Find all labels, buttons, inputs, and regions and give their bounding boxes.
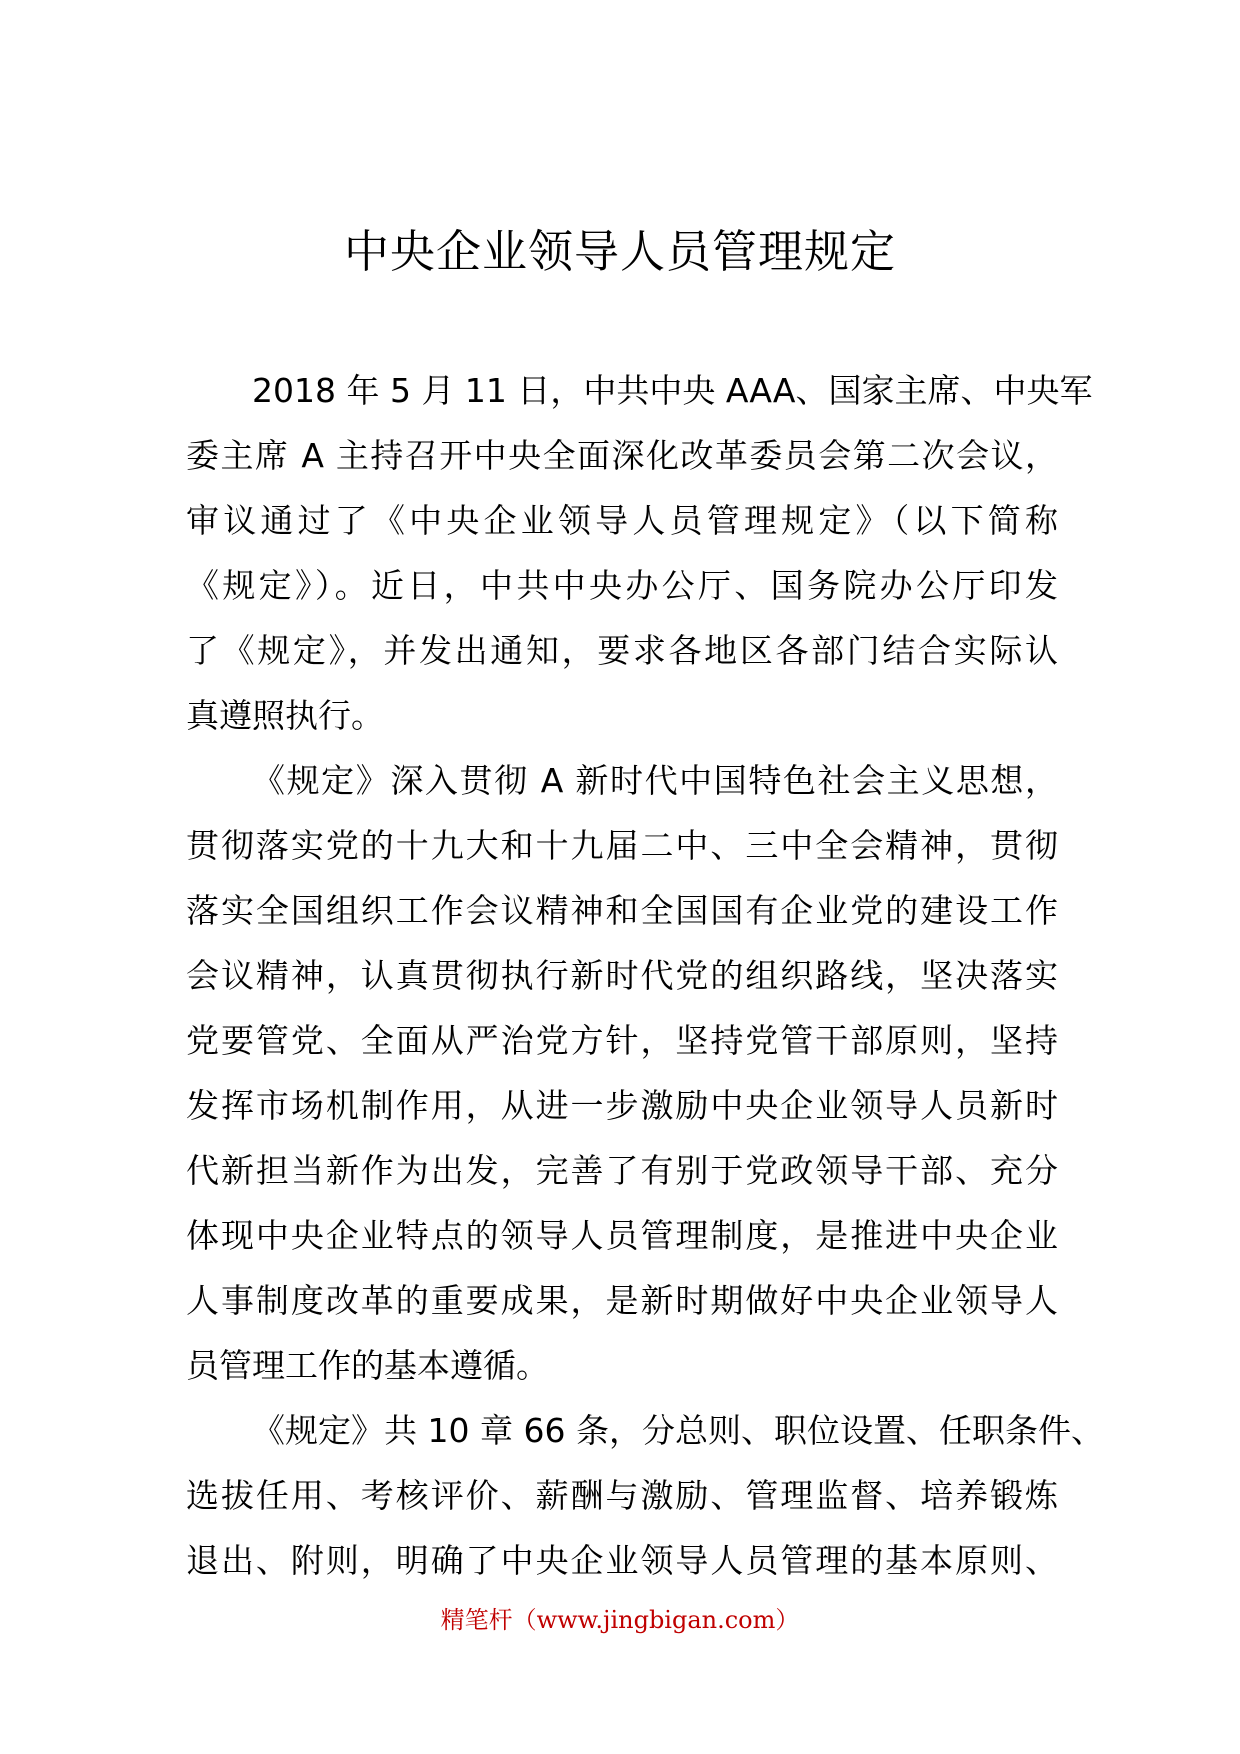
paragraph-2-line-4: 会议精神，认真贯彻执行新时代党的组织路线，坚决落实 (186, 956, 1058, 995)
paragraph-1-line-2: 委主席 A 主持召开中央全面深化改革委员会第二次会议， (186, 436, 1058, 475)
paragraph-3-line-1: 《规定》共 10 章 66 条，分总则、职位设置、任职条件、 (252, 1411, 1104, 1450)
paragraph-2-line-3: 落实全国组织工作会议精神和全国国有企业党的建设工作 (186, 891, 1058, 930)
paragraph-2-line-6: 发挥市场机制作用，从进一步激励中央企业领导人员新时 (186, 1086, 1058, 1125)
paragraph-2-line-8: 体现中央企业特点的领导人员管理制度，是推进中央企业 (186, 1216, 1058, 1255)
paragraph-1-line-5: 了《规定》，并发出通知，要求各地区各部门结合实际认 (186, 631, 1058, 670)
paragraph-2-line-1: 《规定》深入贯彻 A 新时代中国特色社会主义思想， (252, 761, 1058, 800)
document-title: 中央企业领导人员管理规定 (343, 225, 896, 278)
paragraph-1-line-1: 2018 年 5 月 11 日，中共中央 AAA、国家主席、中央军 (252, 371, 1093, 410)
paragraph-2-line-5: 党要管党、全面从严治党方针，坚持党管干部原则，坚持 (186, 1021, 1058, 1060)
paragraph-2-line-9: 人事制度改革的重要成果，是新时期做好中央企业领导人 (186, 1281, 1058, 1320)
paragraph-1-line-4: 《规定》）。近日，中共中央办公厅、国务院办公厅印发 (186, 566, 1058, 605)
paragraph-2-line-7: 代新担当新作为出发，完善了有别于党政领导干部、充分 (186, 1151, 1058, 1190)
paragraph-3-line-2: 选拔任用、考核评价、薪酬与激励、管理监督、培养锻炼 (186, 1476, 1058, 1515)
paragraph-2-line-10: 员管理工作的基本遵循。 (186, 1346, 549, 1385)
paragraph-2-line-2: 贯彻落实党的十九大和十九届二中、三中全会精神，贯彻 (186, 826, 1058, 865)
document-body (186, 358, 1104, 1593)
paragraph-3-line-3: 退出、附则，明确了中央企业领导人员管理的基本原则、 (186, 1541, 1058, 1580)
paragraph-1-line-3: 审议通过了《中央企业领导人员管理规定》（以下简称 (186, 501, 1058, 540)
footer-watermark-link[interactable]: 精笔杆（www.jingbigan.com） (440, 1606, 800, 1634)
paragraph-1-line-6: 真遵照执行。 (186, 696, 384, 735)
